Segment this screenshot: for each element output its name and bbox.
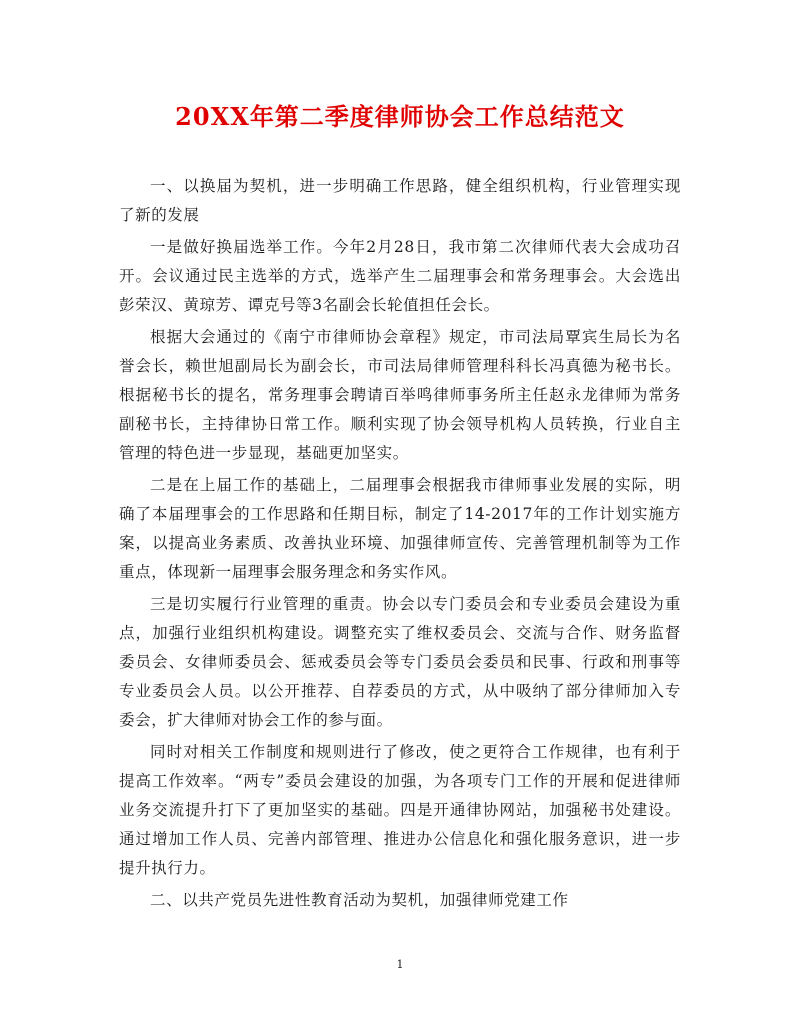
page-number: 1 xyxy=(396,958,404,971)
section-heading-1: 一、以换届为契机，进一步明确工作思路，健全组织机构，行业管理实现了新的发展 xyxy=(119,177,681,224)
document-title: 20XX年第二季度律师协会工作总结范文 xyxy=(175,102,625,131)
body-paragraph: 二是在上届工作的基础上，二届理事会根据我市律师事业发展的实际，明确了本届理事会的工作思路和任期目标，制定了14-2017年的工作计划实施方案，以提高业务素质、改善执业环境、加强律师宣传、完善管理机制等为工作重点，体现新一届理事会服务理念和务实作风。 xyxy=(119,476,681,581)
body-paragraph: 一是做好换届选举工作。今年2月28日，我市第二次律师代表大会成功召开。会议通过民主选举的方式，选举产生二届理事会和常务理事会。大会选出彭荣汉、黄琼芳、谭克号等3名副会长轮值担任会长。 xyxy=(119,238,681,314)
body-paragraph: 三是切实履行行业管理的重责。协会以专门委员会和专业委员会建设为重点，加强行业组织机构建设。调整充实了维权委员会、交流与合作、财务监督委员会、女律师委员会、惩戒委员会等专门委员会委员和民事、行政和刑事等专业委员会人员。以公开推荐、自荐委员的方式，从中吸纳了部分律师加入专委会，扩大律师对协会工作的参与面。 xyxy=(119,595,681,729)
section-heading-2: 二、以共产党员先进性教育活动为契机，加强律师党建工作 xyxy=(150,891,569,909)
document-body xyxy=(119,172,681,918)
body-paragraph: 同时对相关工作制度和规则进行了修改，使之更符合工作规律，也有利于提高工作效率。“两专”委员会建设的加强，为各项专门工作的开展和促进律师业务交流提升打下了更加坚实的基础。四是开通律协网站，加强秘书处建设。通过增加工作人员、完善内部管理、推进办公信息化和强化服务意识，进一步提升执行力。 xyxy=(119,743,681,877)
body-paragraph: 根据大会通过的《南宁市律师协会章程》规定，市司法局覃宾生局长为名誉会长，赖世旭副局长为副会长，市司法局律师管理科科长冯真德为秘书长。根据秘书长的提名，常务理事会聘请百举鸣律师事务所主任赵永龙律师为常务副秘书长，主持律协日常工作。顺利实现了协会领导机构人员转换，行业自主管理的特色进一步显现，基础更加坚实。 xyxy=(119,328,681,462)
